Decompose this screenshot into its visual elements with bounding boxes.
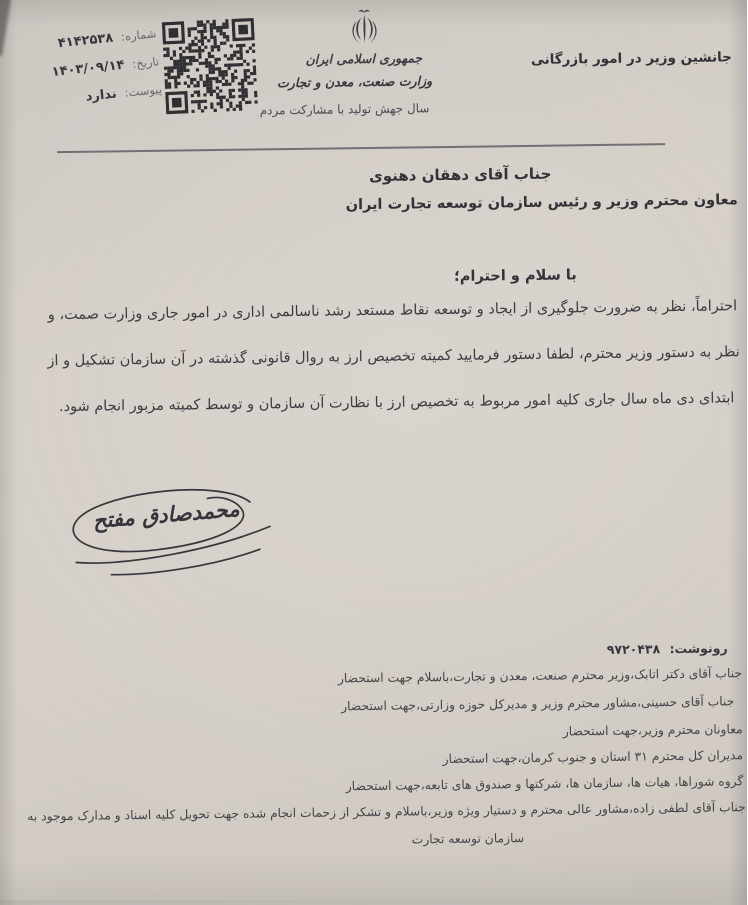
letter-date-row [8, 54, 161, 84]
cc-header [608, 640, 729, 657]
letterhead-ministry: وزارت صنعت، معدن و تجارت [277, 73, 434, 91]
letterhead-country: جمهوری اسلامی ایران [306, 50, 424, 67]
signature-name: محمدصادق مفتح [92, 496, 242, 533]
cc-item: معاونان محترم وزیر،جهت استحضار [563, 722, 744, 739]
recipient-title: معاون محترم وزیر و رئیس سازمان توسعه تجارت ایران [346, 192, 739, 214]
cc-label: رونوشت: [670, 640, 729, 657]
header-divider [58, 143, 666, 153]
number-label: شماره: [121, 26, 158, 44]
signature-block [48, 461, 293, 602]
body-line-1: احتراماً، نظر به ضرورت جلوگیری از ایجاد و توسعه نقاط مستعد رشد ناسالمی اداری در امور جاری وزارت صمت، و [48, 298, 739, 324]
iran-emblem-icon [343, 5, 388, 52]
signature-flourish-icon [48, 461, 293, 602]
cc-item: مدیران کل محترم ۳۱ استان و جنوب کرمان،جهت استحضار [443, 748, 745, 767]
cc-item-continuation: سازمان توسعه تجارت [412, 831, 526, 847]
date-value: ۱۴۰۳/۰۹/۱۴ [52, 57, 127, 80]
body-line-3: ابتدای دی ماه سال جاری کلیه امور مربوط به تخصیص ارز با نظارت آن سازمان و توسط کمیته مزبور انجام شود. [59, 390, 736, 416]
recipient-name: جناب آقای دهقان دهنوی [369, 164, 553, 186]
qr-code [163, 16, 259, 116]
office-title: جانشین وزیر در امور بازرگانی [531, 49, 733, 68]
cc-item: گروه شوراها، هیات ها، سازمان ها، شرکتها و صندوق های تابعه،جهت استحضار [346, 774, 745, 794]
number-value: ۴۱۴۲۵۳۸ [58, 30, 115, 52]
letterhead-slogan: سال جهش تولید با مشارکت مردم [260, 101, 431, 118]
letter-meta-block [5, 26, 165, 125]
qr-code-icon [163, 16, 259, 116]
cc-item: جناب آقای حسینی،مشاور محترم وزیر و مدیرکل حوزه وزارتی،جهت استحضار [342, 694, 736, 714]
attachment-value: ندارد [86, 86, 119, 105]
letter-attachment-row [11, 82, 164, 112]
date-label: تاریخ: [132, 54, 161, 71]
body-line-2: نظر به دستور وزیر محترم، لطفا دستور فرمایید کمیته تخصیص ارز به روال قانونی گذشته در آن سازمان تشکیل و از [48, 344, 741, 370]
cc-item: جناب آقای دکتر اتابک،وزیر محترم صنعت، معدن و تجارت،باسلام جهت استحضار [338, 666, 744, 686]
letter-number-row [5, 26, 158, 56]
attachment-label: پیوست: [124, 82, 164, 100]
cc-item: جناب آقای لطفی زاده،مشاور عالی محترم و دستیار ویژه وزیر،باسلام و تشکر از زحمات انجام شده جهت تحویل کلیه اسناد و مدارک موجود به [28, 800, 747, 824]
salutation: با سلام و احترام؛ [454, 267, 578, 285]
cc-ref-number: ۹۷۲۰۴۳۸ [607, 641, 662, 657]
